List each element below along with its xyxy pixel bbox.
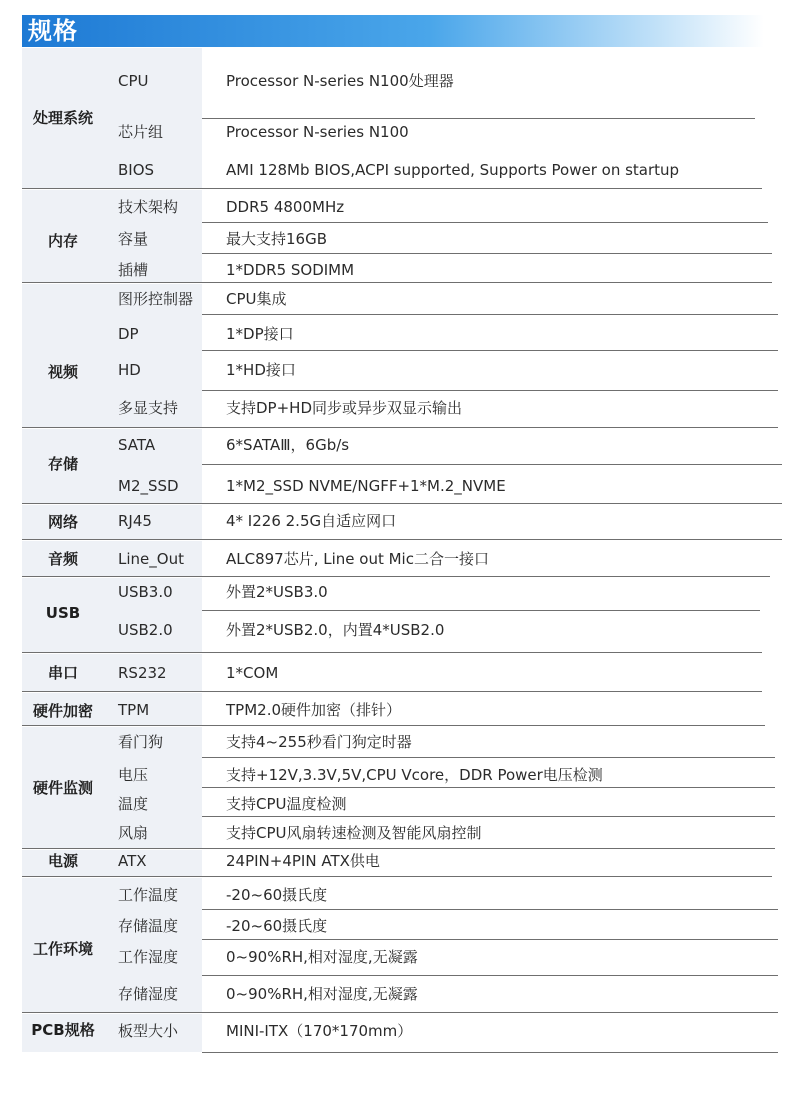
spec-label: 存储湿度 (118, 985, 179, 1003)
spec-value: 1*DDR5 SODIMM (226, 261, 355, 279)
spec-value: 0~90%RH,相对湿度,无凝露 (226, 985, 418, 1003)
spec-value: 外置2*USB2.0，内置4*USB2.0 (226, 621, 445, 639)
spec-label: ATX (118, 852, 147, 870)
row-divider (202, 1052, 778, 1053)
spec-label: RJ45 (118, 512, 152, 530)
spec-label: USB3.0 (118, 583, 173, 601)
group-divider (22, 1012, 762, 1013)
spec-value: DDR5 4800MHz (226, 198, 345, 216)
spec-value: 4* I226 2.5G自适应网口 (226, 512, 397, 530)
row-divider (202, 222, 768, 223)
group-label: 串口 (47, 664, 78, 682)
spec-label: 存储温度 (118, 917, 179, 935)
spec-label: SATA (118, 436, 156, 454)
spec-value: -20~60摄氏度 (226, 917, 328, 935)
group-label: 电源 (47, 852, 78, 870)
spec-value: 6*SATAⅢ，6Gb/s (226, 436, 350, 454)
row-divider (202, 757, 775, 758)
group-divider (22, 539, 762, 540)
group-label: 网络 (47, 513, 78, 531)
spec-label: USB2.0 (118, 621, 173, 639)
spec-label: 板型大小 (118, 1022, 179, 1040)
spec-value: 1*DP接口 (226, 325, 294, 343)
group-divider (22, 848, 762, 849)
spec-value: 外置2*USB3.0 (226, 583, 328, 601)
group-divider (22, 188, 762, 189)
spec-value: 1*HD接口 (226, 361, 296, 379)
spec-value: 支持4~255秒看门狗定时器 (226, 733, 412, 751)
header-title: 规格 (28, 17, 78, 45)
group-divider (22, 876, 762, 877)
group-label: 硬件监测 (32, 779, 93, 797)
spec-label: 容量 (118, 230, 149, 248)
spec-label: DP (118, 325, 139, 343)
group-divider (22, 725, 762, 726)
group-divider (22, 652, 762, 653)
spec-label: HD (118, 361, 141, 379)
spec-value: 最大支持16GB (226, 230, 328, 248)
group-label: 工作环境 (32, 940, 93, 958)
group-label: 硬件加密 (32, 702, 93, 720)
spec-value: Processor N-series N100 (226, 123, 409, 141)
row-divider (202, 390, 778, 391)
spec-value: ALC897芯片, Line out Mic二合一接口 (226, 550, 489, 568)
spec-value: Processor N-series N100处理器 (226, 72, 454, 90)
group-label: 内存 (47, 232, 78, 250)
spec-label: 温度 (118, 795, 149, 813)
row-divider (202, 787, 775, 788)
group-label: 音频 (47, 550, 78, 568)
group-label: 视频 (47, 363, 78, 381)
spec-value: 支持CPU风扇转速检测及智能风扇控制 (226, 824, 482, 842)
spec-value: 支持CPU温度检测 (226, 795, 347, 813)
row-divider (202, 939, 778, 940)
spec-label: 图形控制器 (118, 290, 194, 308)
group-label: 处理系统 (32, 109, 93, 127)
spec-label: 看门狗 (118, 733, 164, 751)
spec-label: RS232 (118, 664, 167, 682)
spec-label: 工作湿度 (118, 948, 179, 966)
spec-value: 1*M2_SSD NVME/NGFF+1*M.2_NVME (226, 477, 506, 495)
spec-label: TPM (118, 701, 150, 719)
group-divider (22, 282, 762, 283)
spec-label: 工作温度 (118, 886, 179, 904)
group-label: PCB规格 (31, 1021, 95, 1039)
spec-value: 支持DP+HD同步或异步双显示输出 (226, 399, 462, 417)
spec-value: 1*COM (226, 664, 279, 682)
row-divider (202, 816, 775, 817)
row-divider (202, 253, 772, 254)
group-label: 存储 (47, 455, 78, 473)
row-divider (202, 314, 778, 315)
spec-label: Line_Out (118, 550, 184, 568)
spec-label: 芯片组 (118, 123, 164, 141)
row-divider (202, 975, 778, 976)
spec-value: -20~60摄氏度 (226, 886, 328, 904)
spec-value: MINI-ITX（170*170mm） (226, 1022, 413, 1040)
spec-value: 0~90%RH,相对湿度,无凝露 (226, 948, 418, 966)
spec-value: 24PIN+4PIN ATX供电 (226, 852, 380, 870)
row-divider (202, 909, 778, 910)
spec-value: AMI 128Mb BIOS,ACPI supported, Supports Power on startup (226, 161, 680, 179)
row-divider (202, 610, 760, 611)
spec-label: 电压 (118, 766, 149, 784)
row-divider (202, 118, 755, 119)
row-divider (202, 350, 778, 351)
group-divider (22, 691, 762, 692)
group-divider (22, 427, 762, 428)
spec-value: CPU集成 (226, 290, 287, 308)
spec-label: M2_SSD (118, 477, 179, 495)
spec-label: 多显支持 (118, 399, 179, 417)
spec-label: BIOS (118, 161, 155, 179)
spec-label: 风扇 (118, 824, 149, 842)
group-label: USB (45, 604, 81, 622)
spec-label: CPU (118, 72, 149, 90)
row-divider (202, 464, 782, 465)
spec-label: 技术架构 (118, 198, 179, 216)
spec-label: 插槽 (118, 261, 149, 279)
spec-value: TPM2.0硬件加密（排针） (226, 701, 402, 719)
group-divider (22, 503, 762, 504)
spec-value: 支持+12V,3.3V,5V,CPU Vcore，DDR Power电压检测 (226, 766, 603, 784)
group-divider (22, 576, 762, 577)
